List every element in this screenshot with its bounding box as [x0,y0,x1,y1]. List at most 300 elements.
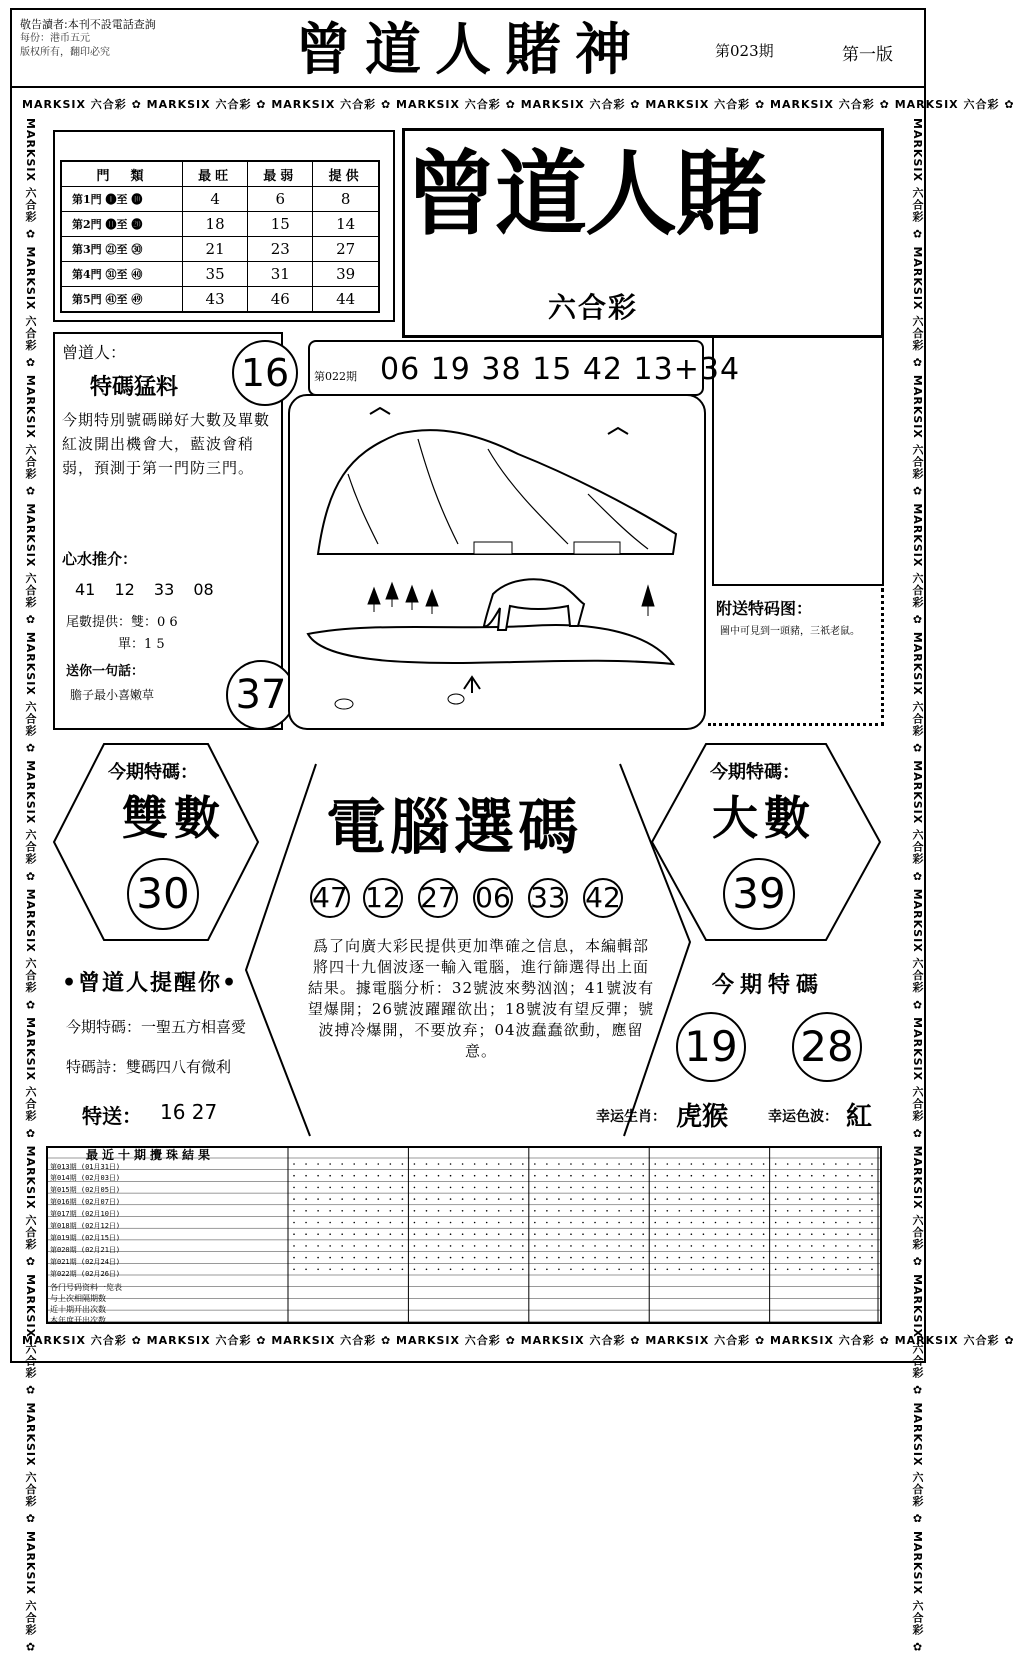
grid-dot [462,1233,464,1235]
grid-dot [739,1163,741,1165]
grid-dot [534,1222,536,1224]
grid-dot [390,1269,392,1271]
grid-dot [799,1222,801,1224]
grid-dot [666,1257,668,1259]
grid-dot [799,1187,801,1189]
grid-dot [739,1198,741,1200]
grid-dot [654,1257,656,1259]
grid-dot [823,1163,825,1165]
grid-dot [305,1198,307,1200]
tail-odd: 單：1 5 [118,637,165,652]
grid-dot [823,1233,825,1235]
edition-label: 第一版 [842,45,893,65]
grid-dot [329,1222,331,1224]
grid-dot [691,1269,693,1271]
doors-row [61,262,379,287]
grid-dot [618,1198,620,1200]
grid-dot [859,1222,861,1224]
doors-header-row [61,161,379,187]
grid-dot [847,1269,849,1271]
grid-dot [570,1198,572,1200]
grid-dot [341,1163,343,1165]
grid-dot [378,1187,380,1189]
grid-dot [594,1210,596,1212]
grid-dot [871,1222,873,1224]
grid-dot [811,1269,813,1271]
grid-dot [570,1245,572,1247]
zodiac-label: 幸运生肖： [596,1109,666,1125]
grid-dot [666,1163,668,1165]
grid-dot [341,1257,343,1259]
grid-dot [341,1245,343,1247]
grid-dot [799,1175,801,1177]
grid-dot [498,1233,500,1235]
grid-dot [450,1245,452,1247]
grid-dot [353,1269,355,1271]
grid-dot [606,1245,608,1247]
grid-dot [642,1233,644,1235]
grid-dot [811,1257,813,1259]
grid-dot [654,1222,656,1224]
last-draw-numbers: 06 19 38 15 42 13+34 [380,352,741,387]
grid-dot [474,1198,476,1200]
grid-dot [570,1269,572,1271]
grid-dot [293,1222,295,1224]
grid-dot [691,1257,693,1259]
grid-dot [450,1210,452,1212]
grid-dot [715,1257,717,1259]
grid-dot [402,1269,404,1271]
hex-right-title: 今期特碼： [710,762,800,783]
grid-dot [835,1175,837,1177]
notice-line-3: 版权所有，翻印必究 [20,47,110,58]
grid-dot [305,1222,307,1224]
grid-dot [365,1257,367,1259]
grid-dot [835,1222,837,1224]
gift-title: 附送特码图： [716,599,813,618]
color-label: 幸运色波： [768,1109,838,1125]
grid-dot [679,1198,681,1200]
grid-dot [534,1187,536,1189]
grid-dot [582,1257,584,1259]
grid-dot [402,1175,404,1177]
result-row-label: 第020期 (02月21日) [50,1246,121,1254]
door-weak: 15 [248,212,313,237]
grid-dot [679,1233,681,1235]
grid-dot [402,1210,404,1212]
grid-dot [570,1163,572,1165]
grid-dot [426,1233,428,1235]
grid-dot [546,1175,548,1177]
grid-dot [582,1269,584,1271]
grid-dot [763,1233,765,1235]
grid-dot [438,1269,440,1271]
grid-dot [787,1198,789,1200]
result-row-label: 第018期 (02月12日) [50,1222,121,1230]
grid-dot [727,1187,729,1189]
grid-dot [558,1245,560,1247]
grid-dot [522,1233,524,1235]
grid-dot [606,1187,608,1189]
grid-dot [414,1187,416,1189]
reminder-line-1: 今期特碼：一聖五方相喜愛 [66,1018,247,1036]
grid-dot [546,1198,548,1200]
grid-dot [570,1210,572,1212]
grid-dot [847,1257,849,1259]
grid-dot [666,1198,668,1200]
grid-dot [390,1175,392,1177]
grid-dot [450,1233,452,1235]
grid-dot [606,1257,608,1259]
grid-dot [654,1245,656,1247]
grid-dot [486,1175,488,1177]
grid-dot [823,1222,825,1224]
reminder-line-2: 特碼詩：雙碼四八有微利 [66,1058,232,1076]
grid-dot [474,1269,476,1271]
grid-dot [739,1257,741,1259]
grid-dot [642,1210,644,1212]
grid-dot [474,1222,476,1224]
grid-dot [594,1233,596,1235]
grid-dot [823,1187,825,1189]
grid-dot [378,1257,380,1259]
grid-dot [642,1163,644,1165]
heart-numbers: 41 12 33 08 [75,580,214,599]
grid-dot [365,1233,367,1235]
grid-dot [462,1269,464,1271]
grid-dot [522,1163,524,1165]
grid-dot [859,1198,861,1200]
grid-dot [727,1257,729,1259]
notice-line-1: 敬告讀者:本刊不設電話查詢 [20,18,156,31]
header-notice [20,18,156,60]
doors-row [61,212,379,237]
grid-dot [353,1175,355,1177]
grid-dot [329,1187,331,1189]
ribbon-bottom: MARKSIX 六合彩 ✿ MARKSIX 六合彩 ✿ MARKSIX 六合彩 ✿ MARKSIX 六合彩 ✿ MARKSIX 六合彩 ✿ MARKSIX 六合彩 ✿ MARKSIX 六合彩 ✿ MARKSIX 六合彩 ✿ [22,1334,1015,1347]
grid-dot [341,1198,343,1200]
grid-dot [654,1233,656,1235]
grid-dot [414,1245,416,1247]
grid-dot [787,1187,789,1189]
grid-dot [582,1198,584,1200]
grid-dot [835,1198,837,1200]
grid-dot [679,1245,681,1247]
grid-dot [630,1257,632,1259]
grid-dot [390,1245,392,1247]
brand-subtitle: 六合彩 [548,291,639,324]
grid-dot [570,1175,572,1177]
grid-dot [775,1257,777,1259]
door-label: 第3門 ㉑至 ㉚ [61,237,183,262]
grid-dot [353,1187,355,1189]
grid-dot [486,1187,488,1189]
grid-dot [341,1210,343,1212]
grid-dot [462,1163,464,1165]
grid-dot [510,1198,512,1200]
grid-dot [570,1187,572,1189]
grid-dot [618,1233,620,1235]
door-weak: 31 [248,262,313,287]
grid-dot [450,1187,452,1189]
grid-dot [811,1175,813,1177]
grid-dot [522,1257,524,1259]
grid-dot [594,1245,596,1247]
grid-dot [642,1257,644,1259]
masthead-title: 曾道人賭神 [295,17,645,83]
grid-dot [751,1163,753,1165]
computer-number: 42 [583,878,623,918]
grid-dot [486,1163,488,1165]
grid-dot [691,1233,693,1235]
grid-dot [823,1257,825,1259]
stat-label: 近十期开出次数 [50,1305,106,1314]
grid-dot [835,1245,837,1247]
grid-dot [847,1210,849,1212]
grid-dot [510,1245,512,1247]
grid-dot [787,1222,789,1224]
grid-dot [329,1163,331,1165]
grid-dot [317,1175,319,1177]
grid-dot [703,1245,705,1247]
grid-dot [510,1175,512,1177]
door-offer: 14 [313,212,379,237]
grid-dot [341,1222,343,1224]
grid-dot [871,1163,873,1165]
grid-dot [859,1175,861,1177]
grid-dot [799,1245,801,1247]
grid-dot [365,1269,367,1271]
grid-dot [691,1198,693,1200]
grid-dot [570,1257,572,1259]
grid-dot [305,1187,307,1189]
grid-dot [522,1222,524,1224]
grid-dot [293,1257,295,1259]
grid-dot [799,1163,801,1165]
hex-left-number: 30 [127,858,199,930]
grid-dot [498,1222,500,1224]
issue-number: 第023期 [715,42,774,60]
door-offer: 8 [313,187,379,212]
grid-dot [365,1187,367,1189]
grid-dot [871,1198,873,1200]
result-row-label: 第014期 (02月03日) [50,1174,121,1182]
grid-dot [558,1198,560,1200]
grid-dot [486,1233,488,1235]
grid-dot [823,1175,825,1177]
grid-dot [642,1187,644,1189]
grid-dot [329,1198,331,1200]
grid-dot [715,1210,717,1212]
grid-dot [763,1187,765,1189]
grid-dot [679,1257,681,1259]
grid-dot [450,1175,452,1177]
grid-dot [365,1245,367,1247]
grid-dot [534,1198,536,1200]
grid-dot [630,1222,632,1224]
grid-dot [305,1210,307,1212]
grid-dot [486,1269,488,1271]
grid-dot [293,1269,295,1271]
grid-dot [414,1269,416,1271]
grid-dot [787,1163,789,1165]
door-label: 第4門 ㉛至 ㊵ [61,262,183,287]
ribbon-left: MARKSIX 六合彩 ✿ MARKSIX 六合彩 ✿ MARKSIX 六合彩 ✿ MARKSIX 六合彩 ✿ MARKSIX 六合彩 ✿ MARKSIX 六合彩 ✿ MARKSIX 六合彩 ✿ MARKSIX 六合彩 ✿ MARKSIX 六合彩 ✿ MARKSIX 六合彩 ✿ MARKSIX 六合彩 ✿ MARKSIX 六合彩 ✿ [24,118,37,1655]
grid-dot [739,1175,741,1177]
grid-dot [534,1175,536,1177]
grid-dot [739,1187,741,1189]
grid-dot [462,1222,464,1224]
grid-dot [558,1269,560,1271]
tail-numbers [66,612,178,656]
grid-dot [353,1245,355,1247]
grid-dot [847,1187,849,1189]
doors-col-hot: 最旺 [183,161,248,187]
grid-dot [426,1222,428,1224]
grid-dot [835,1257,837,1259]
grid-dot [317,1269,319,1271]
grid-dot [703,1163,705,1165]
tail-label: 尾數提供： [66,615,132,630]
grid-dot [787,1269,789,1271]
door-weak: 6 [248,187,313,212]
tip-text: 今期特別號碼睇好大數及單數紅波開出機會大，藍波會稍弱，預測于第一門防三門。 [62,411,271,477]
grid-dot [630,1163,632,1165]
grid-dot [378,1269,380,1271]
grid-dot [654,1187,656,1189]
grid-dot [763,1198,765,1200]
grid-dot [751,1210,753,1212]
last-draw-label: 第022期 [314,370,357,383]
door-hot: 4 [183,187,248,212]
grid-dot [510,1210,512,1212]
grid-dot [787,1175,789,1177]
grid-dot [402,1187,404,1189]
grid-dot [727,1163,729,1165]
grid-dot [402,1257,404,1259]
grid-dot [317,1233,319,1235]
grid-dot [751,1222,753,1224]
grid-dot [691,1187,693,1189]
grid-dot [510,1163,512,1165]
grid-dot [317,1257,319,1259]
grid-dot [522,1187,524,1189]
grid-dot [835,1187,837,1189]
doors-col-category: 門 類 [61,161,183,187]
grid-dot [715,1187,717,1189]
grid-dot [534,1233,536,1235]
grid-dot [811,1233,813,1235]
grid-dot [739,1245,741,1247]
result-row-label: 第021期 (02月24日) [50,1258,121,1266]
grid-dot [811,1222,813,1224]
grid-dot [871,1245,873,1247]
grid-dot [618,1245,620,1247]
grid-dot [847,1175,849,1177]
computer-number: 33 [528,878,568,918]
grid-dot [426,1257,428,1259]
grid-dot [378,1245,380,1247]
grid-dot [414,1257,416,1259]
grid-dot [799,1210,801,1212]
hex-right-value: 大數 [712,791,816,845]
grid-dot [402,1233,404,1235]
grid-dot [679,1269,681,1271]
computer-title: 電腦選碼 [326,793,582,863]
grid-dot [317,1187,319,1189]
grid-dot [305,1233,307,1235]
grid-dot [654,1210,656,1212]
grid-dot [871,1257,873,1259]
grid-dot [510,1233,512,1235]
grid-dot [618,1269,620,1271]
grid-dot [558,1163,560,1165]
grid-dot [799,1257,801,1259]
grid-dot [486,1198,488,1200]
grid-dot [378,1198,380,1200]
grid-dot [811,1210,813,1212]
grid-dot [618,1163,620,1165]
grid-dot [630,1187,632,1189]
hex-left-title: 今期特碼： [108,762,198,783]
grid-dot [666,1210,668,1212]
computer-number: 47 [310,878,350,918]
grid-dot [775,1210,777,1212]
grid-dot [329,1269,331,1271]
grid-dot [390,1163,392,1165]
grid-dot [365,1198,367,1200]
grid-dot [871,1233,873,1235]
grid-dot [871,1175,873,1177]
grid-dot [835,1233,837,1235]
send-label: 特送： [82,1104,142,1128]
grid-dot [787,1245,789,1247]
grid-dot [546,1257,548,1259]
grid-dot [462,1198,464,1200]
grid-dot [642,1222,644,1224]
grid-dot [763,1269,765,1271]
grid-dot [486,1222,488,1224]
grid-dot [317,1245,319,1247]
grid-dot [666,1233,668,1235]
grid-dot [654,1163,656,1165]
grid-dot [618,1257,620,1259]
grid-dot [438,1222,440,1224]
grid-dot [462,1210,464,1212]
grid-dot [546,1187,548,1189]
grid-dot [414,1210,416,1212]
grid-dot [522,1198,524,1200]
grid-dot [691,1163,693,1165]
grid-dot [787,1257,789,1259]
grid-dot [570,1233,572,1235]
grid-dot [498,1163,500,1165]
grid-dot [594,1269,596,1271]
grid-dot [582,1245,584,1247]
doors-col-weak: 最弱 [248,161,313,187]
grid-dot [510,1222,512,1224]
grid-dot [594,1222,596,1224]
stat-label: 与上次相隔期数 [50,1294,106,1303]
grid-dot [510,1187,512,1189]
reminder-title: •曾道人提醒你• [62,970,239,996]
grid-dot [751,1245,753,1247]
grid-dot [606,1233,608,1235]
results-dot-grid [46,1146,882,1324]
doors-table [60,160,380,313]
grid-dot [763,1222,765,1224]
grid-dot [534,1269,536,1271]
